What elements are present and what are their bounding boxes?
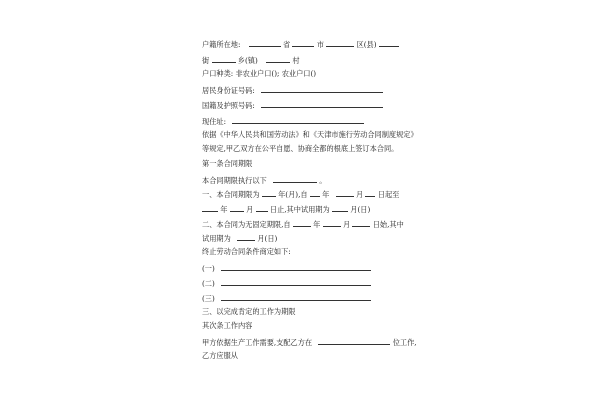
term1-text-c: 年 [322,190,330,199]
term2-day-blank[interactable] [352,218,370,227]
term1-years-blank[interactable] [262,188,276,197]
article-1-title: 第一条合同期限 [202,159,253,168]
district-label: 区(县) [356,40,377,49]
term-option-blank[interactable] [273,174,317,183]
term1-start-month-blank[interactable] [336,188,354,197]
term1-continuation-line [202,203,370,215]
work-content-line [202,336,417,348]
term2-probation-blank[interactable] [237,232,255,241]
condition-blank-2[interactable] [221,277,371,286]
basis-line-1: 依据《中华人民共和国劳动法》和《天津市施行劳动合同制度规定》 [202,130,418,139]
id-number-line [202,84,383,96]
condition-label-3: (三) [202,294,215,303]
passport-blank[interactable] [261,99,383,108]
work-obey-line: 乙方应服从 [202,351,238,360]
address-line [202,115,364,127]
term1-start-year-blank[interactable] [310,188,320,197]
term1-text-a: 一、本合同期限为 [202,190,260,199]
term1-cont-text-b: 月 [246,205,254,214]
street-line [202,54,300,66]
term3-line: 三、以完成肯定的工作为期限 [202,307,296,316]
street-label: 街 [202,56,210,65]
term1-probation-blank[interactable] [332,203,348,212]
work-position-blank[interactable] [318,336,390,345]
condition-label-1: (一) [202,264,215,273]
condition-line-3 [202,292,371,304]
condition-label-2: (二) [202,279,215,288]
passport-line [202,99,383,111]
term2-text-c: 月 [342,220,351,229]
term1-end-year-blank[interactable] [202,203,218,212]
city-blank-a[interactable] [292,38,314,47]
city-label: 市 [316,40,324,49]
term2-cont-text-b: 月(日) [257,234,278,243]
term-intro-text: 本合同期限执行以下 [202,176,267,185]
term1-cont-text-d: 月(日) [350,205,371,214]
term2-cont-text-a: 试用期为 [202,234,231,243]
condition-line-1 [202,262,371,274]
hukou-location-line [202,38,399,50]
termination-intro: 终止劳动合同条件商定如下: [202,247,291,256]
address-label: 现住址: [202,117,226,126]
id-number-label: 居民身份证号码: [202,86,255,95]
work-content-text-b: 位工作, [392,338,417,347]
township-label: 乡(镇) [237,56,258,65]
term-intro-end: 。 [319,176,327,185]
province-blank[interactable] [249,38,281,47]
term1-end-day-blank[interactable] [256,203,268,212]
township-blank[interactable] [266,54,290,63]
term1-text-e: 日起至 [377,190,400,199]
article-2-title: 其次条工作内容 [202,321,253,330]
address-blank[interactable] [232,115,364,124]
village-label: 村 [292,56,300,65]
term1-line [202,188,399,200]
term2-text-a: 二、本合同为无固定期限,自 [202,220,291,229]
district-blank[interactable] [379,38,399,47]
term1-end-month-blank[interactable] [230,203,244,212]
term2-month-blank[interactable] [323,218,341,227]
term2-year-blank[interactable] [293,218,311,227]
condition-blank-1[interactable] [221,262,371,271]
basis-line-2: 等规定,甲乙双方在公平自愿、协商全都的根底上签订本合同。 [202,144,399,153]
term2-line [202,218,404,230]
term2-continuation-line [202,232,277,244]
province-label: 省 [282,40,291,49]
condition-blank-3[interactable] [221,292,371,301]
city-blank[interactable] [326,38,354,47]
hukou-label: 户籍所在地: [202,40,241,49]
term1-start-day-blank[interactable] [365,188,375,197]
term1-cont-text-c: 日止,其中试用期为 [269,205,330,214]
passport-label: 国籍及护照号码: [202,101,255,110]
term1-text-d: 月 [355,190,364,199]
id-number-blank[interactable] [261,84,383,93]
term1-cont-text-a: 年 [220,205,228,214]
term2-text-b: 年 [313,220,321,229]
condition-line-2 [202,277,371,289]
street-blank[interactable] [212,54,236,63]
work-content-text-a: 甲方依据生产工作需要,支配乙方在 [202,338,313,347]
term2-text-d: 日始,其中 [372,220,404,229]
term-intro-line [202,174,327,186]
term1-text-b: 年(月),自 [278,190,308,199]
hukou-type-line: 户口种类: 非农业户口(); 农业户口() [202,69,317,78]
